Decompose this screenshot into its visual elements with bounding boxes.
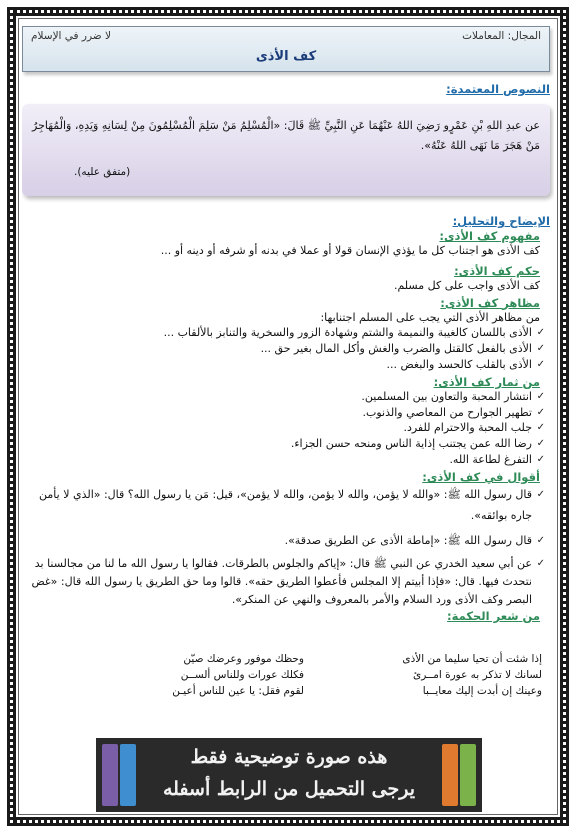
check-icon: ✓ — [536, 358, 545, 370]
watermark-banner — [96, 738, 482, 812]
hadith-box — [22, 104, 550, 196]
check-icon: ✓ — [536, 453, 545, 465]
domain-label: المجال: المعاملات — [462, 30, 541, 42]
poem-verse-1-left: وحظك موفور وعرضك صيّن — [183, 653, 304, 665]
check-icon: ✓ — [536, 422, 545, 434]
check-icon: ✓ — [536, 406, 545, 418]
lesson-title: كف الأذى — [255, 49, 317, 64]
check-icon: ✓ — [536, 327, 545, 339]
list-item: ✓ الأذى باللسان كالغيبة والنميمة والشتم وشهادة الزور والسخرية والتنابز بالألقاب ... — [163, 326, 545, 340]
concept-heading: مفهوم كف الأذى: — [439, 229, 540, 243]
aspects-heading: مظاهر كف الأذى: — [440, 295, 540, 310]
unit-label: لا ضرر في الإسلام — [31, 30, 112, 42]
sayings-heading: أقوال في كف الأذى: — [422, 469, 540, 484]
fruits-heading: من ثمار كف الأذى: — [433, 374, 540, 389]
list-item: ✓ عن أبي سعيد الخدري عن النبي ﷺ قال: «إياكم والجلوس بالطرقات. فقالوا يا رسول الله ما لنا من مجالسنا بد نتحدث فيها. قال: «فإذا أبيتم إلا المجلس فأعطوا الطريق حقه». قالوا وما حق الطريق يا رسول الله قال: «غض البصر وكف الأذى ورد السلام والأمر بالمعروف والنهي عن المنكر». — [31, 556, 545, 606]
ruling-heading: حكم كف الأذى: — [454, 263, 540, 278]
aspects-intro: من مظاهر الأذى التي يجب على المسلم اجتنابها: — [320, 310, 540, 324]
check-icon: ✓ — [536, 343, 545, 355]
list-item: ✓ تطهير الجوارح من المعاصي والذنوب. — [362, 405, 545, 419]
book-icon — [442, 744, 458, 806]
poem-verse-1-right: إذا شئت أن تحيا سليما من الأذى — [402, 653, 542, 665]
analysis-heading: الإيضاح والتحليل: — [452, 214, 550, 228]
poem-verse-2-left: فكلك عورات وللناس ألســن — [180, 669, 304, 681]
poem-verse-3-right: وعينك إن أبدت إليك معايــبا — [422, 685, 542, 697]
book-icon — [102, 744, 118, 806]
list-item: ✓ قال رسول الله ﷺ: «إماطة الأذى عن الطريق صدقة». — [26, 530, 532, 551]
list-item: ✓ جلب المحبة والاحترام للفرد. — [403, 421, 545, 435]
list-item: ✓ رضا الله عمن يجتنب إذاية الناس ومنحه حسن الجزاء. — [290, 437, 545, 451]
check-icon: ✓ — [536, 438, 545, 450]
list-item: ✓ انتشار المحبة والتعاون بين المسلمين. — [361, 389, 545, 403]
lesson-header — [22, 26, 550, 72]
list-item: ✓ قال رسول الله ﷺ: «والله لا يؤمن، والله لا يؤمن، والله لا يؤمن»، قيل: مَن يا رسول الله؟ قال: «الذي لا يأمن جاره بوائقه». — [26, 484, 532, 526]
analysis-section — [26, 229, 550, 623]
hadith-text: عن عبدِ اللهِ بْنِ عَمْرٍو رَضِيَ اللهُ عَنْهُمَا عَنِ النَّبِيِّ ﷺ قَالَ: «الْمُسْلِمُ مَنْ سَلِمَ الْمُسْلِمُونَ مِنْ لِسَانِهِ وَيَدِهِ، وَالْمُهَاجِرُ مَنْ هَجَرَ مَا نَهَى اللهُ عَنْهُ». — [32, 119, 540, 152]
banner-line-1: هذه صورة توضيحية فقط — [190, 746, 388, 768]
check-icon: ✓ — [536, 488, 545, 500]
check-icon: ✓ — [536, 534, 545, 546]
poem-verse-3-left: لقوم فقل: يا عين للناس أعيـن — [172, 685, 304, 697]
concept-text: كف الأذى هو اجتناب كل ما يؤذي الإنسان قولا أو عملا في بدنه أو شرفه أو دينه أو ... — [160, 244, 540, 257]
check-icon: ✓ — [536, 390, 545, 402]
ruling-text: كف الأذى واجب على كل مسلم. — [393, 278, 540, 292]
hadith-reference: (متفق عليه). — [74, 166, 131, 178]
aspects-list — [26, 325, 550, 372]
list-item: ✓ الأذى بالفعل كالقتل والضرب والغش وأكل المال بغير حق ... — [260, 342, 545, 356]
sayings-list — [26, 484, 550, 609]
check-icon: ✓ — [536, 557, 545, 569]
fruits-list — [26, 389, 550, 468]
poem-verse-2-right: لسانك لا تذكر به عورة امــرئ — [413, 669, 542, 681]
book-icon — [120, 744, 136, 806]
book-icon — [460, 744, 476, 806]
list-item: ✓ التفرغ لطاعة الله. — [449, 452, 545, 466]
document-page — [22, 22, 554, 812]
poetry-heading: من شعر الحكمة: — [447, 608, 540, 623]
sources-heading: النصوص المعتمدة: — [446, 82, 550, 96]
banner-line-2: يرجى التحميل من الرابط أسفله — [162, 778, 416, 800]
list-item: ✓ الأذى بالقلب كالحسد والبغض ... — [386, 357, 545, 371]
